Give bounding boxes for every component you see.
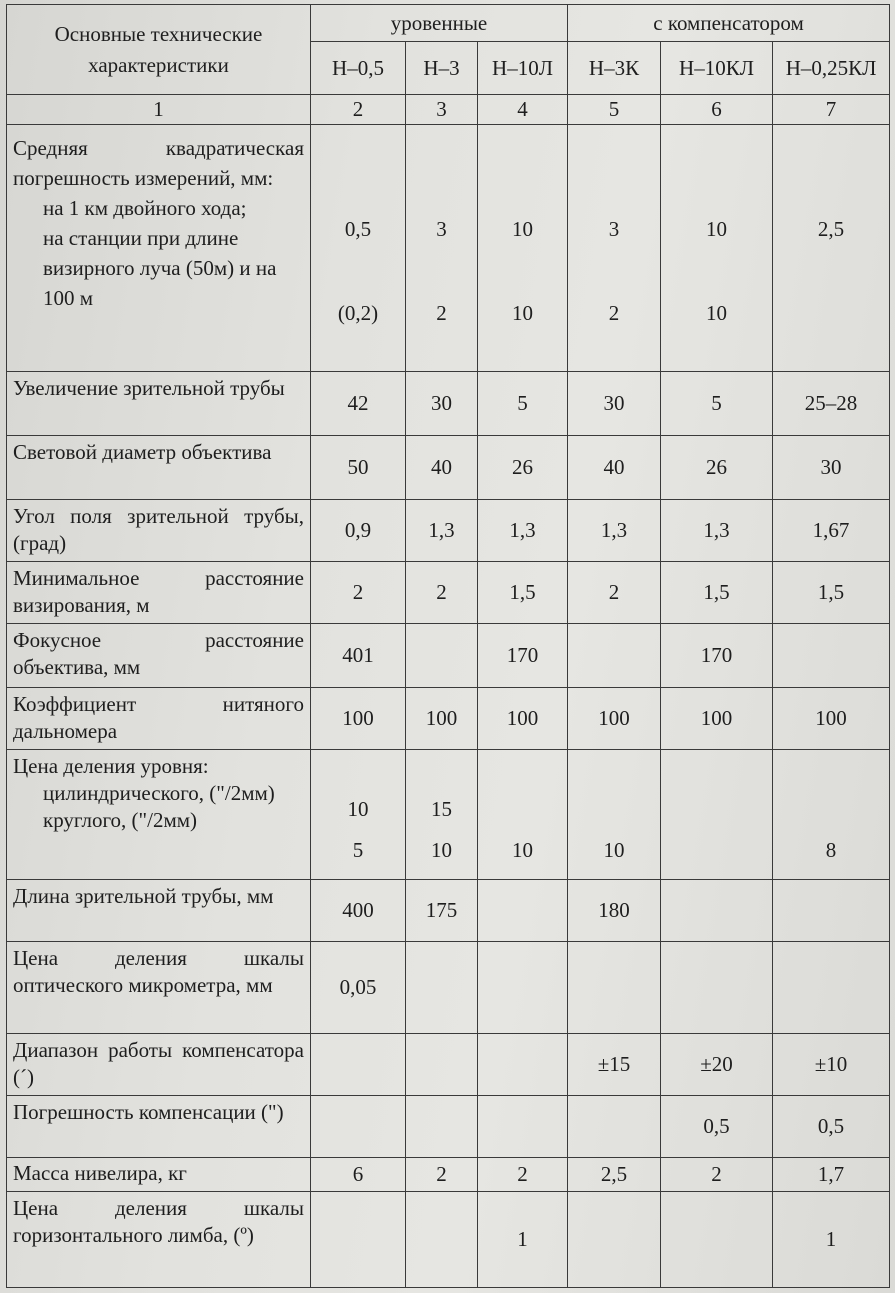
col-num-5: 5 — [568, 95, 661, 125]
label-level-title: Цена деления уровня: — [13, 754, 209, 778]
label-accuracy-sub1: на 1 км двойного хода; — [43, 196, 247, 220]
level-cyl-1: 10 — [347, 797, 369, 821]
model-h10l: Н–10Л — [478, 42, 568, 95]
model-h05: Н–0,5 — [311, 42, 406, 95]
accuracy-st-2: 2 — [436, 301, 447, 325]
header-characteristics: Основные технические характеристики — [7, 5, 311, 95]
row-comp-error — [7, 1096, 890, 1158]
limb-2 — [406, 1192, 478, 1288]
label-level-division — [7, 750, 311, 880]
limb-5 — [661, 1192, 773, 1288]
accuracy-st-1: (0,2) — [337, 301, 379, 325]
cell-accuracy-4 — [568, 125, 661, 372]
field-1: 0,9 — [311, 500, 406, 562]
col-num-4: 4 — [478, 95, 568, 125]
level-cyl-4 — [572, 781, 656, 837]
focal-5: 170 — [661, 624, 773, 688]
comp-range-6: ±10 — [773, 1034, 890, 1096]
min-distance-5: 1,5 — [661, 562, 773, 624]
tube-length-4: 180 — [568, 880, 661, 942]
label-aperture: Световой диаметр объектива — [7, 436, 311, 500]
level-cyl-6 — [777, 781, 885, 837]
mass-5: 2 — [661, 1158, 773, 1192]
label-rangefinder: Коэффициент нитяного дальномера — [7, 688, 311, 750]
tube-length-6 — [773, 880, 890, 942]
label-comp-error: Погрешность компенсации (") — [7, 1096, 311, 1158]
field-4: 1,3 — [568, 500, 661, 562]
field-2: 1,3 — [406, 500, 478, 562]
header-row-numbers — [7, 95, 890, 125]
label-level-round: круглого, ("/2мм) — [43, 808, 198, 832]
model-h3: Н–3 — [406, 42, 478, 95]
mass-4: 2,5 — [568, 1158, 661, 1192]
label-tube-length: Длина зрительной трубы, мм — [7, 880, 311, 942]
magnification-1: 42 — [311, 372, 406, 436]
label-accuracy-sub2: на станции при длине визирного луча (50м) и на 100 м — [43, 226, 277, 310]
focal-3: 170 — [478, 624, 568, 688]
rangefinder-2: 100 — [406, 688, 478, 750]
level-round-6: 8 — [825, 838, 837, 862]
col-num-1: 1 — [7, 95, 311, 125]
row-level-division — [7, 750, 890, 880]
label-field: Угол поля зрительной трубы, (град) — [7, 500, 311, 562]
focal-6 — [773, 624, 890, 688]
accuracy-km-1: 0,5 — [344, 217, 372, 241]
micrometer-6 — [773, 942, 890, 1034]
aperture-3: 26 — [478, 436, 568, 500]
aperture-1: 50 — [311, 436, 406, 500]
accuracy-st-5: 10 — [706, 301, 728, 325]
accuracy-st-4: 2 — [608, 301, 620, 325]
field-6: 1,67 — [773, 500, 890, 562]
limb-4 — [568, 1192, 661, 1288]
comp-range-4: ±15 — [568, 1034, 661, 1096]
label-mass: Масса нивелира, кг — [7, 1158, 311, 1192]
field-5: 1,3 — [661, 500, 773, 562]
rangefinder-6: 100 — [773, 688, 890, 750]
magnification-3: 5 — [478, 372, 568, 436]
field-3: 1,3 — [478, 500, 568, 562]
aperture-2: 40 — [406, 436, 478, 500]
model-h025kl: Н–0,25КЛ — [773, 42, 890, 95]
limb-1 — [311, 1192, 406, 1288]
label-accuracy — [7, 125, 311, 372]
row-min-distance — [7, 562, 890, 624]
mass-2: 2 — [406, 1158, 478, 1192]
label-min-distance: Минимальное расстояние визирования, м — [7, 562, 311, 624]
cell-level-1 — [311, 750, 406, 880]
row-magnification — [7, 372, 890, 436]
comp-error-3 — [478, 1096, 568, 1158]
micrometer-4 — [568, 942, 661, 1034]
aperture-5: 26 — [661, 436, 773, 500]
rangefinder-5: 100 — [661, 688, 773, 750]
min-distance-6: 1,5 — [773, 562, 890, 624]
rangefinder-4: 100 — [568, 688, 661, 750]
limb-3: 1 — [478, 1192, 568, 1288]
magnification-6: 25–28 — [773, 372, 890, 436]
label-comp-range: Диапазон работы компенсатора (´) — [7, 1034, 311, 1096]
accuracy-km-5: 10 — [706, 217, 728, 241]
cell-accuracy-2 — [406, 125, 478, 372]
tube-length-5 — [661, 880, 773, 942]
level-round-4: 10 — [603, 838, 625, 862]
accuracy-km-2: 3 — [436, 217, 447, 241]
focal-1: 401 — [311, 624, 406, 688]
row-comp-range — [7, 1034, 890, 1096]
col-num-2: 2 — [311, 95, 406, 125]
micrometer-1: 0,05 — [311, 942, 406, 1034]
limb-6: 1 — [773, 1192, 890, 1288]
comp-error-6: 0,5 — [773, 1096, 890, 1158]
comp-range-2 — [406, 1034, 478, 1096]
tube-length-1: 400 — [311, 880, 406, 942]
magnification-4: 30 — [568, 372, 661, 436]
mass-6: 1,7 — [773, 1158, 890, 1192]
comp-error-2 — [406, 1096, 478, 1158]
col-num-3: 3 — [406, 95, 478, 125]
focal-2 — [406, 624, 478, 688]
cell-level-5 — [661, 750, 773, 880]
cell-accuracy-5 — [661, 125, 773, 372]
min-distance-3: 1,5 — [478, 562, 568, 624]
level-cyl-2: 15 — [431, 797, 452, 821]
tube-length-3 — [478, 880, 568, 942]
label-accuracy-title: Средняя квадратическая погрешность измерений, мм: — [13, 136, 304, 190]
min-distance-1: 2 — [311, 562, 406, 624]
level-round-2: 10 — [431, 838, 452, 862]
accuracy-km-6: 2,5 — [817, 217, 845, 241]
cell-level-3 — [478, 750, 568, 880]
levels-spec-table — [6, 4, 890, 1288]
label-level-cyl: цилиндрического, ("/2мм) — [43, 781, 275, 805]
accuracy-km-3: 10 — [512, 217, 533, 241]
comp-error-1 — [311, 1096, 406, 1158]
header-group-level: уровенные — [311, 5, 568, 42]
label-limb: Цена деления шкалы горизонтального лимба, (º) — [7, 1192, 311, 1288]
mass-3: 2 — [478, 1158, 568, 1192]
row-accuracy — [7, 125, 890, 372]
row-aperture — [7, 436, 890, 500]
comp-error-5: 0,5 — [661, 1096, 773, 1158]
rangefinder-1: 100 — [311, 688, 406, 750]
min-distance-4: 2 — [568, 562, 661, 624]
aperture-4: 40 — [568, 436, 661, 500]
accuracy-st-3: 10 — [512, 301, 533, 325]
mass-1: 6 — [311, 1158, 406, 1192]
level-round-1: 5 — [352, 838, 364, 862]
header-group-compensator: с компенсатором — [568, 5, 890, 42]
header-row-groups — [7, 5, 890, 42]
level-cyl-5 — [665, 795, 768, 851]
comp-range-3 — [478, 1034, 568, 1096]
focal-4 — [568, 624, 661, 688]
model-h10kl: Н–10КЛ — [661, 42, 773, 95]
label-micrometer: Цена деления шкалы оптического микрометра, мм — [7, 942, 311, 1034]
cell-level-2 — [406, 750, 478, 880]
cell-level-6 — [773, 750, 890, 880]
col-num-7: 7 — [773, 95, 890, 125]
row-rangefinder — [7, 688, 890, 750]
cell-accuracy-6 — [773, 125, 890, 372]
accuracy-km-4: 3 — [608, 217, 620, 241]
col-num-6: 6 — [661, 95, 773, 125]
min-distance-2: 2 — [406, 562, 478, 624]
row-micrometer — [7, 942, 890, 1034]
micrometer-2 — [406, 942, 478, 1034]
cell-accuracy-3 — [478, 125, 568, 372]
comp-error-4 — [568, 1096, 661, 1158]
accuracy-st-6 — [777, 300, 885, 350]
magnification-5: 5 — [661, 372, 773, 436]
row-field — [7, 500, 890, 562]
model-h3k: Н–3К — [568, 42, 661, 95]
level-round-3: 10 — [512, 838, 533, 862]
rangefinder-3: 100 — [478, 688, 568, 750]
row-limb — [7, 1192, 890, 1288]
cell-level-4 — [568, 750, 661, 880]
row-tube-length — [7, 880, 890, 942]
micrometer-3 — [478, 942, 568, 1034]
micrometer-5 — [661, 942, 773, 1034]
label-magnification: Увеличение зрительной трубы — [7, 372, 311, 436]
row-mass — [7, 1158, 890, 1192]
comp-range-5: ±20 — [661, 1034, 773, 1096]
comp-range-1 — [311, 1034, 406, 1096]
cell-accuracy-1 — [311, 125, 406, 372]
label-focal: Фокусное расстояние объектива, мм — [7, 624, 311, 688]
aperture-6: 30 — [773, 436, 890, 500]
row-focal — [7, 624, 890, 688]
tube-length-2: 175 — [406, 880, 478, 942]
level-cyl-3 — [482, 781, 563, 837]
magnification-2: 30 — [406, 372, 478, 436]
